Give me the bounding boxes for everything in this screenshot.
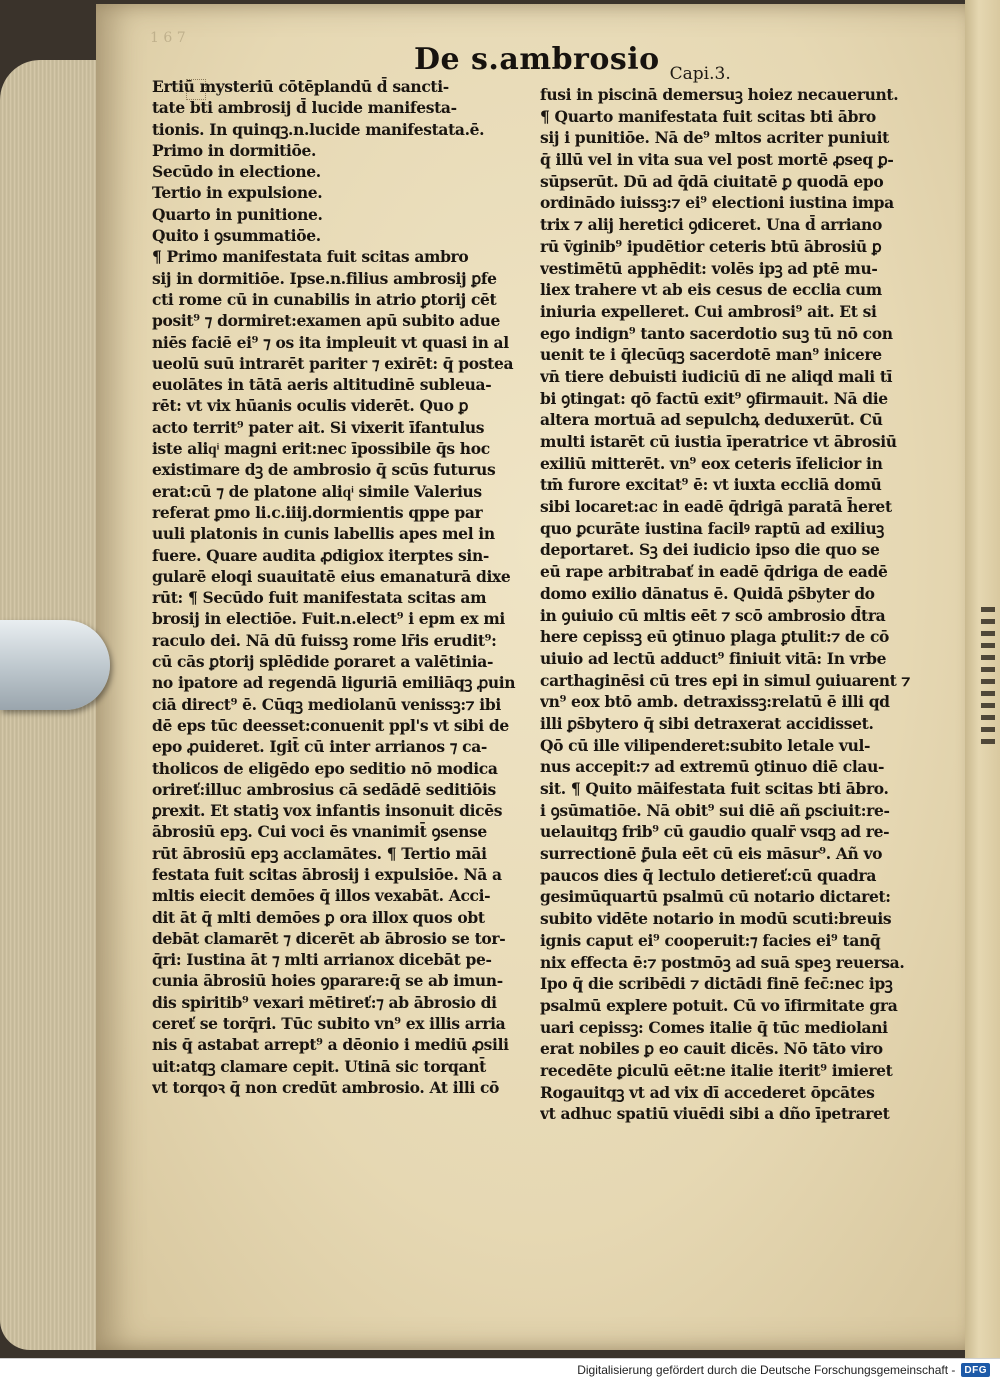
text-line: carthaginēsi cū tres epi in simul ꝯuiuarent ⁊ [540,670,911,690]
text-line: rūt ābrosiū epꝫ acclamātes. ¶ Tertio māi [152,843,487,863]
text-line: sibi locaret:ac in eadē q̄drigā paratā h̄eret [540,497,892,517]
funding-note: Digitalisierung gefördert durch die Deutsche Forschungsgemeinschaft - [577,1363,956,1377]
text-line: festata fuit scitas ābrosij i expulsiōe. Nā a [152,864,502,884]
text-line: here cepissꝫ eū ꝯtinuo plaga ꝑtulit:⁊ de cō [540,627,890,647]
text-line: Qō cū ille vilipenderet:subito letale vul- [540,735,871,755]
text-line: mltis eiecit demōes q̄ illos vexabāt. Acci- [152,886,491,906]
text-line: paucos dies q̄ lectulo detiereť:cū quadra [540,865,877,885]
text-line: vn̄ tiere debuisti iudiciū dī ne aliqd mali tī [540,366,893,386]
text-line: Primo in dormitiōe. [152,140,317,160]
text-line: surrectionē ꝑ̄ula eēt cū eis māsur⁹. Añ vo [540,844,883,864]
text-line: q̄ illū vel in vita sua vel post mortē ꝓseq ꝑ- [540,150,894,170]
text-line: vestimētū apphēdit: volēs ipꝫ ad ptē mu- [540,258,878,278]
text-line: quo ꝑcurāte iustina facilꝰ raptū ad exiliuꝫ [540,518,884,538]
text-line: fuere. Quare audita ꝓdigiox iterptes sin- [152,545,489,565]
text-line: tholicos de eligēdo epo seditio nō modica [152,758,498,778]
text-line: Quito i ꝯsummatiōe. [152,226,321,246]
text-line: Tertio in expulsione. [152,183,323,203]
text-line: nix effecta ē:⁊ postmōꝫ ad suā speꝫ reuersa. [540,952,905,972]
text-line: uuli platonis in cunis labellis apes mel in [152,524,495,544]
text-line: recedēte ꝑiculū eēt:ne italie iterit⁹ imieret [540,1060,893,1080]
text-line: vt adhuc spatiū viuēdi sibi a dño īpetraret [540,1104,890,1124]
text-line: orireť:illuc ambrosius cā sedādē seditiōis [152,779,496,799]
text-line: iste aliqͥ magni erit:nec īpossibile q̄s hoc [152,439,490,459]
digitization-footer [0,1358,1000,1381]
text-line: i ꝯsūmatiōe. Nā obit⁹ sui diē añ ꝑsciuit:re- [540,800,890,820]
text-line: cti rome cū in cunabilis in atrio ꝑtorij cēt [152,289,497,309]
page-clip [0,620,110,710]
text-line: exiliū mitterēt. vn⁹ eox ceteris īfelicior in [540,453,883,473]
text-line: posit⁹ ⁊ dormiret:examen apū subito adue [152,311,501,331]
text-line: tate bti ambrosij d̄ lucide manifesta- [152,98,457,118]
text-line: euolātes in tātā aeris altitudinē subleua- [152,375,492,395]
text-line: tm̄ furore excitat⁹ ē: vt iuxta eccliā domū [540,475,882,495]
text-line: debāt clamarēt ⁊ dicerēt ab ābrosio se tor- [152,928,506,948]
text-line: ꝑrexit. Et statiꝫ vox infantis insonuit dicēs [152,801,503,821]
text-line: ¶ Primo manifestata fuit scitas ambro [152,247,469,267]
text-line: liex trahere vt ab eis cesus de ecclia cum [540,280,882,300]
text-line: rū v̄ginib⁹ ipudētior ceteris btū ābrosiū ꝑ [540,236,882,256]
text-line: trix ⁊ alij heretici ꝯdiceret. Una d̄ arriano [540,215,882,235]
text-line: ¶ Quarto manifestata fuit scitas bti ābro [540,106,876,126]
text-line: fusi in piscinā demersuꝫ hoiez necauerunt. [540,85,899,104]
text-line: erat:cū ⁊ de platone aliqͥ simile Valerius [152,481,482,501]
text-line: vn⁹ eox btō amb. detraxissꝫ:relatū ē illi qd [540,692,890,712]
text-column-right [540,84,920,1125]
text-line: ego indign⁹ tanto sacerdotio suꝫ tū nō con [540,323,893,343]
text-line: cereť se torq̄ri. Tūc subito vn⁹ ex illis arria [152,1014,506,1034]
text-line: tionis. In quinqꝫ.n.lucide manifestata.ē. [152,119,485,139]
text-line: uelauitqꝫ frib⁹ cū gaudio qualr̄ vsqꝫ ad re- [540,822,890,842]
text-line: sij i punitiōe. Nā de⁹ mltos acriter puniuit [540,128,889,148]
text-line: uenit te i q̄lecūqꝫ sacerdotē man⁹ inicere [540,345,882,365]
text-line: dē eps tūc deesset:conuenit ppl's vt sibi de [152,715,509,735]
text-line: uit:atqꝫ clamare cepit. Utinā sic torqant̄ [152,1056,486,1076]
text-line: existimare dꝫ de ambrosio q̄ scūs futurus [152,460,496,480]
text-line: in ꝯuiuio cū mltis eēt ⁊ scō ambrosio d̄tra [540,605,886,625]
text-line: Ipo q̄ die scribēdi ⁊ dictādi finē fec̄:nec ipꝫ [540,974,893,994]
text-line: raculo dei. Nā dū fuissꝫ rome lr̄is erudit⁹: [152,630,497,650]
dfg-logo: DFG [961,1363,990,1377]
faint-page-number: 1 6 7 [150,30,186,46]
text-line: rūt: ¶ Secūdo fuit manifestata scitas am [152,588,487,608]
text-line: deportaret. Sꝫ dei iudicio ipso die quo se [540,540,880,560]
text-line: dit āt q̄ mlti demōes ꝑ ora illox quos obt [152,907,485,927]
text-line: iniuria expelleret. Cui ambrosi⁹ ait. Et si [540,301,877,321]
text-line: illi ꝑs̄bytero q̄ sibi detraxerat accidisset. [540,713,874,733]
text-line: Quarto in punitione. [152,204,323,224]
text-line: ueolū suū intrarēt pariter ⁊ exirēt: q̄ postea [152,353,514,373]
text-line: Rogauitqꝫ vt ad vix dī accederet ōpcātes [540,1082,875,1102]
text-line: nus accepit:⁊ ad extremū ꝯtinuo diē clau- [540,757,885,777]
text-line: referat ꝑmo li.c.iiij.dormientis qppe par [152,502,483,522]
text-column-left [152,76,524,1098]
text-line: domo exilio dānatus ē. Quidā ꝑs̄byter do [540,583,875,603]
text-line: cunia ābrosiū hoies ꝯparare:q̄ se ab imun- [152,971,503,991]
text-line: ābrosiū epꝫ. Cui voci ēs vnanimit̄ ꝯsense [152,822,487,842]
facing-page-bleed [978,600,1000,960]
text-line: subito vidēte notario in modū scuti:breuis [540,909,892,929]
text-line: sit. ¶ Quito māifestata fuit scitas bti ābro. [540,779,889,798]
text-line: ignis caput ei⁹ cooperuit:⁊ facies ei⁹ tanq̄ [540,930,881,950]
text-line: epo ꝓuideret. Igit̄ cū inter arrianos ⁊ ca- [152,737,488,757]
text-line: acto territ⁹ pater ait. Si vixerit īfantulus [152,417,485,437]
text-line: sūpserūt. Dū ad q̄dā ciuitatē ꝑ quodā epo [540,171,884,191]
text-line: sij in dormitiōe. Ipse.n.filius ambrosij ꝑfe [152,268,497,288]
page-title: De s.ambrosio [414,42,660,77]
text-line: q̄ri: Iustina āt ⁊ mlti arrianox dicebāt pe- [152,950,492,970]
text-line: eū rape arbitrabať in eadē q̄driga de eadē [540,562,888,582]
text-line: rēt: vt vix hūanis oculis viderēt. Quo ꝑ [152,396,469,416]
text-line: no ipatore ad regendā liguriā emiliāqꝫ ꝓuin [152,673,516,693]
text-line: ordinādo iuissꝫ:⁊ ei⁹ electioni iustina impa [540,193,894,213]
text-line: nis q̄ astabat arrept⁹ a dēonio i mediū ꝓsili [152,1035,509,1055]
text-line: altera mortuā ad sepulchꝝ deduxerūt. Cū [540,410,883,430]
text-line: brosij in electiōe. Fuit.n.elect⁹ i epm ex mi [152,609,505,629]
text-line: uari cepissꝫ: Comes italie q̄ tūc mediolani [540,1017,888,1037]
text-line: dis spiritib⁹ vexari mētireť:⁊ ab ābrosio di [152,992,497,1012]
text-line: psalmū explere potuit. Cū vo īfirmitate gra [540,995,898,1015]
text-line: ciā direct⁹ ē. Cūqꝫ mediolanū venissꝫ:⁊ ibi [152,694,501,714]
text-line: gesimūquartū psalmū cū notario dictaret: [540,887,891,907]
text-line: gularē eloqi suauitatē eius emanaturā dixe [152,566,511,586]
text-line: uiuio ad lectū adduct⁹ finiuit vitā: In vrbe [540,648,887,668]
text-line: multi istarēt cū iustia īperatrice vt ābrosiū [540,432,897,451]
chapter-label: Capi.3. [669,64,731,84]
text-line: vt torqoꝛ q̄ non credūt ambrosio. At illi cō [152,1077,500,1097]
text-line: niēs faciē ei⁹ ⁊ os ita impleuit vt quasi in al [152,332,509,352]
text-line: cū cās ꝑtorij splēdide ꝑoraret a valētinia- [152,652,494,672]
text-line: bi ꝯtingat: qō factū exit⁹ ꝯfirmauit. Nā die [540,388,888,408]
text-line: Ertiū mysteriū cōtēplandū d̄ sancti- [152,77,449,96]
text-line: Secūdo in electione. [152,162,321,182]
text-line: erat nobiles ꝑ eo cauit dicēs. Nō tāto viro [540,1039,883,1059]
